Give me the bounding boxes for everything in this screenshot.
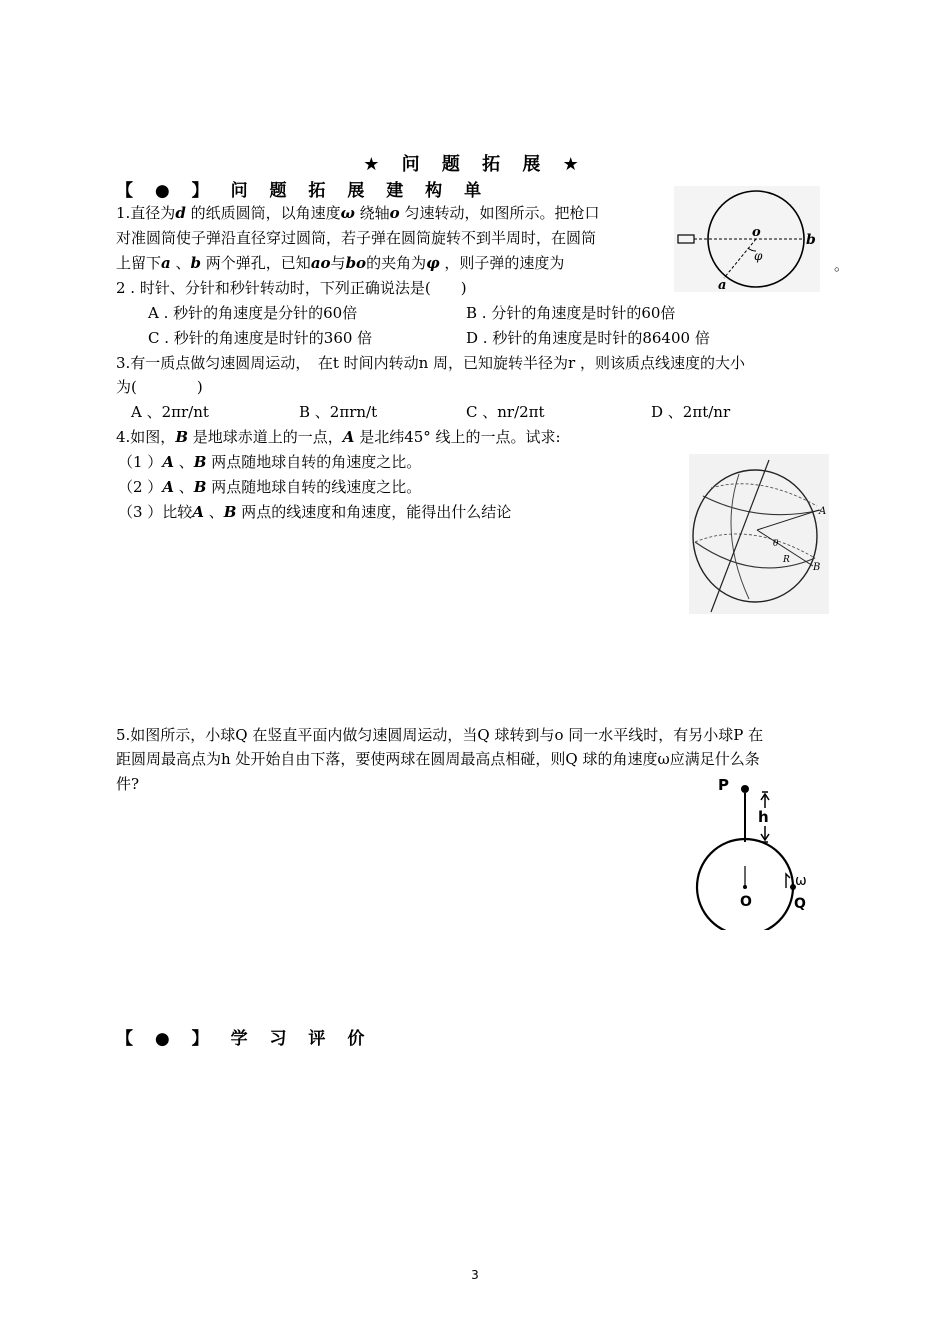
- earth-label-a: A: [819, 506, 827, 517]
- q4-sub2: （2 ）A 、B 两点随地球自转的线速度之比。: [118, 478, 422, 496]
- q3-option-c: C 、nr/2πt: [466, 403, 545, 421]
- fig5-label-o: O: [740, 894, 752, 910]
- fig5-label-h: h: [758, 808, 769, 826]
- q3-option-a: A 、2πr/nt: [131, 403, 209, 421]
- earth-label-r: R: [783, 555, 790, 565]
- fig1-label-o: o: [752, 225, 761, 240]
- earth-label-b: B: [813, 562, 821, 573]
- cylinder-figure: [674, 186, 820, 292]
- page-number: 3: [471, 1268, 479, 1282]
- q2-option-c: C . 秒针的角速度是时针的360 倍: [148, 329, 373, 347]
- q4-sub3: （3 ）比较A 、B 两点的线速度和角速度，能得出什么结论: [118, 503, 512, 521]
- q3-option-d: D 、2πt/nr: [651, 403, 731, 421]
- q1-line2: 对准圆筒使子弹沿直径穿过圆筒，若子弹在圆筒旋转不到半周时，在圆筒: [116, 229, 597, 247]
- q3-option-b: B 、2πrn/t: [299, 403, 378, 421]
- q3-line2: 为( ): [116, 378, 203, 396]
- q2-option-b: B . 分针的角速度是时针的60倍: [466, 304, 676, 322]
- q5-line1: 5.如图所示，小球Q 在竖直平面内做匀速圆周运动，当Q 球转到与o 同一水平线时，有另小球P 在: [116, 726, 764, 744]
- fig1-label-b: b: [806, 232, 816, 248]
- fig1-label-phi: φ: [754, 249, 763, 263]
- q2-option-d: D . 秒针的角速度是时针的86400 倍: [466, 329, 710, 347]
- q2-option-a: A . 秒针的角速度是分针的60倍: [148, 304, 358, 322]
- fig5-label-omega: ω: [795, 873, 807, 889]
- q4-line1: 4.如图，B 是地球赤道上的一点，A 是北纬45° 线上的一点。试求:: [116, 428, 561, 446]
- earth-figure: [689, 454, 829, 614]
- section-heading-evaluation: 【 ● 】 学 习 评 价: [116, 1029, 373, 1049]
- circle-motion-figure: [690, 770, 830, 930]
- q1-line3: 上留下a 、b 两个弹孔，已知ao与bo的夹角为φ ，则子弹的速度为: [116, 254, 565, 272]
- fig5-label-q: Q: [794, 896, 806, 912]
- q5-line3: 件?: [116, 775, 140, 793]
- q2-stem: 2 . 时针、分针和秒针转动时，下列正确说法是( ): [116, 279, 467, 297]
- q1-line1: 1.直径为d 的纸质圆筒，以角速度ω 绕轴o 匀速转动，如图所示。把枪口: [116, 204, 600, 222]
- fig1-label-a: a: [718, 278, 727, 292]
- section-heading-build: 【 ● 】 问 题 拓 展 建 构 单: [116, 181, 490, 201]
- q3-line1: 3.有一质点做匀速圆周运动， 在t 时间内转动n 周，已知旋转半径为r ，则该质点线速度的大小: [116, 354, 745, 372]
- page-title: ★ 问 题 拓 展 ★: [363, 154, 587, 175]
- q1-end-mark: 。: [834, 256, 850, 274]
- fig5-label-p: P: [718, 776, 729, 794]
- earth-label-theta: θ: [773, 539, 779, 549]
- q4-sub1: （1 ）A 、B 两点随地球自转的角速度之比。: [118, 453, 422, 471]
- q5-line2: 距圆周最高点为h 处开始自由下落，要使两球在圆周最高点相碰，则Q 球的角速度ω应满足什么条: [116, 750, 760, 768]
